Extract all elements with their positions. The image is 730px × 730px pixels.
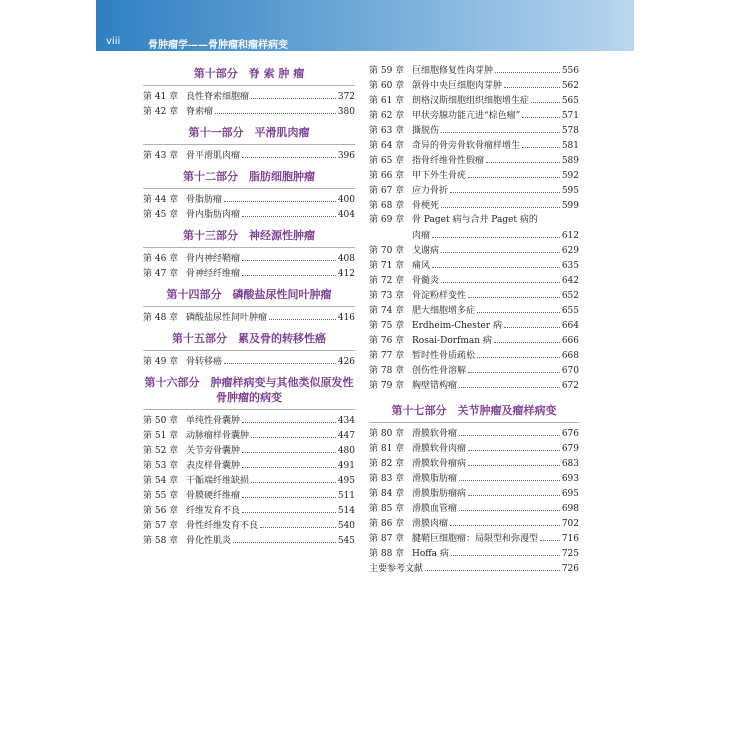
chapter-title: 颌骨中央巨细胞肉芽肿 [412,81,503,91]
chapter-title: 滑膜肉瘤 [412,519,449,529]
chapter-title: 骨髓炎 [412,276,440,286]
page-ref: 642 [561,276,579,286]
dot-leader [242,207,336,217]
chapter-title: 肥大细胞增多症 [412,306,476,316]
chapter-number: 第 44 章 [143,195,179,205]
dot-leader [441,123,560,133]
toc-entry [369,486,579,501]
page-ref: 668 [561,351,579,361]
dot-leader [242,443,336,453]
chapter-number: 第 64 章 [369,141,405,151]
chapter-title: 巨细胞修复性肉芽肿 [412,66,494,76]
chapter-title: 痛风 [412,261,431,271]
chapter-title: 暂时性骨质疏松 [412,351,476,361]
part-heading: 第十二部分 脂肪细胞肿瘤 [143,169,355,189]
chapter-title: 纤维发育不良 [186,506,241,516]
chapter-number: 第 55 章 [143,491,179,501]
chapter-number: 第 86 章 [369,519,405,529]
toc-entry [143,443,355,458]
part-heading: 第十四部分 磷酸盐尿性间叶肿瘤 [143,287,355,307]
toc-entry [369,198,579,213]
chapter-number: 第 83 章 [369,474,405,484]
dot-leader [504,318,560,328]
toc-entry [369,138,579,153]
page-ref: 693 [561,474,579,484]
chapter-title: 滑膜脂肪瘤 [412,474,458,484]
toc-entry [369,516,579,531]
chapter-title: 腱鞘巨细胞瘤：局限型和弥漫型 [412,534,539,544]
dot-leader [242,251,336,261]
page-ref: 726 [561,564,579,574]
page-ref: 480 [337,446,355,456]
page-ref: 571 [561,111,579,121]
toc-entry [143,458,355,473]
chapter-title: 指骨纤维骨性假瘤 [412,156,485,166]
toc-entry [143,310,355,325]
page-ref: 670 [561,366,579,376]
chapter-number: 第 66 章 [369,171,405,181]
toc-entry [143,89,355,104]
dot-leader [441,198,560,208]
toc-entry [369,441,579,456]
toc-entry [143,104,355,119]
references-title: 主要参考文献 [369,564,424,574]
page-ref: 412 [337,269,355,279]
dot-leader [522,108,560,118]
dot-leader [251,428,336,438]
chapter-title: 滑膜软骨瘤 [412,429,458,439]
chapter-title: 骨梗死 [412,201,440,211]
page-ref: 599 [561,201,579,211]
chapter-title: Hoffa 病 [412,549,449,559]
dot-leader [531,93,560,103]
toc-right-column [369,63,579,576]
dot-leader [494,333,560,343]
toc-entry [369,213,579,228]
chapter-title: Erdheim-Chester 病 [412,321,502,331]
page-ref: 612 [561,231,579,241]
part-heading: 第十六部分 肿瘤样病变与其他类似原发性骨肿瘤的病变 [143,375,355,410]
chapter-title: 磷酸盐尿性间叶肿瘤 [186,313,268,323]
toc-entry [143,413,355,428]
page-header [96,0,634,51]
page-ref: 595 [561,186,579,196]
page-ref: 545 [337,536,355,546]
page-ref: 698 [561,504,579,514]
dot-leader [540,531,560,541]
page-ref: 666 [561,336,579,346]
chapter-number: 第 79 章 [369,381,405,391]
chapter-title: 奇异的骨旁骨软骨瘤样增生 [412,141,521,151]
chapter-number: 第 51 章 [143,431,179,441]
toc-entry [369,243,579,258]
chapter-title: 滑膜脂肪瘤病 [412,489,467,499]
dot-leader [504,78,560,88]
toc-entry [143,533,355,548]
page-ref: 683 [561,459,579,469]
chapter-title: 甲下外生骨疣 [412,171,467,181]
toc-entry [369,228,579,243]
dot-leader [432,228,560,238]
dot-leader [432,258,560,268]
toc-entry [369,273,579,288]
dot-leader [468,288,560,298]
page-ref: 495 [337,476,355,486]
chapter-title: 骨内脂肪肉瘤 [186,210,241,220]
chapter-number: 第 74 章 [369,306,405,316]
dot-leader [459,426,560,436]
toc-left-column [143,63,355,548]
dot-leader [224,354,336,364]
dot-leader [425,561,560,571]
chapter-number: 第 45 章 [143,210,179,220]
page-ref: 416 [337,313,355,323]
page-ref: 491 [337,461,355,471]
chapter-number: 第 67 章 [369,186,405,196]
page-ref: 592 [561,171,579,181]
chapter-title: 滑膜软骨肉瘤 [412,444,467,454]
chapter-title: 滑膜血管瘤 [412,504,458,514]
dot-leader [486,153,560,163]
chapter-number: 第 77 章 [369,351,405,361]
page-ref: 655 [561,306,579,316]
dot-leader [242,503,336,513]
chapter-number: 第 56 章 [143,506,179,516]
chapter-number: 第 60 章 [369,81,405,91]
chapter-title: 脊索瘤 [186,107,214,117]
dot-leader [468,486,560,496]
chapter-title: 干骺端纤维缺损 [186,476,250,486]
page-ref: 702 [561,519,579,529]
toc-entry [369,501,579,516]
toc-entry [369,303,579,318]
dot-leader [260,518,336,528]
chapter-number: 第 50 章 [143,416,179,426]
chapter-number: 第 84 章 [369,489,405,499]
chapter-number: 第 63 章 [369,126,405,136]
toc-entry [369,288,579,303]
page-ref: 629 [561,246,579,256]
toc-entry [143,354,355,369]
dot-leader [459,378,560,388]
dot-leader [242,458,336,468]
running-title: 骨肿瘤学——骨肿瘤和瘤样病变 [148,40,288,51]
dot-leader [242,413,336,423]
chapter-number: 第 49 章 [143,357,179,367]
dot-leader [451,546,560,556]
chapter-number: 第 57 章 [143,521,179,531]
toc-entry [369,183,579,198]
toc-entry [369,363,579,378]
dot-leader [459,501,560,511]
chapter-title: 骨 Paget 病与合并 Paget 病的 [412,215,538,225]
toc-entry [143,148,355,163]
toc-entry [369,93,579,108]
chapter-title: 良性脊索细胞瘤 [186,92,250,102]
page-ref: 716 [561,534,579,544]
toc-entry [369,456,579,471]
page-ref: 676 [561,429,579,439]
chapter-title: 肉瘤 [412,231,431,241]
toc-entry [369,426,579,441]
chapter-number: 第 59 章 [369,66,405,76]
chapter-number: 第 75 章 [369,321,405,331]
page-ref: 514 [337,506,355,516]
toc-entry [143,266,355,281]
chapter-title: 单纯性骨囊肿 [186,416,241,426]
chapter-title: 胸壁错构瘤 [412,381,458,391]
page-ref: 511 [337,491,355,501]
chapter-number: 第 52 章 [143,446,179,456]
chapter-number: 第 42 章 [143,107,179,117]
page-ref: 400 [337,195,355,205]
page-ref: 672 [561,381,579,391]
dot-leader [242,148,336,158]
part-heading: 第十五部分 累及骨的转移性癌 [143,331,355,351]
chapter-title: 创伤性骨溶解 [412,366,467,376]
toc-entry [369,546,579,561]
part-heading: 第十七部分 关节肿瘤及瘤样病变 [369,403,579,423]
toc-entry [369,471,579,486]
chapter-title: 骨平滑肌肉瘤 [186,151,241,161]
chapter-number: 第 54 章 [143,476,179,486]
dot-leader [441,273,560,283]
toc-entry [143,428,355,443]
chapter-title: 骨脂肪瘤 [186,195,223,205]
toc-entry [369,63,579,78]
chapter-title: 骨化性肌炎 [186,536,232,546]
chapter-title: 甲状旁腺功能亢进“棕色瘤” [412,111,521,121]
chapter-number: 第 58 章 [143,536,179,546]
chapter-title: 朗格汉斯细胞组织细胞增生症 [412,96,530,106]
chapter-number: 第 78 章 [369,366,405,376]
toc-entry [369,348,579,363]
page-ref: 581 [561,141,579,151]
chapter-number: 第 88 章 [369,549,405,559]
chapter-number: 第 76 章 [369,336,405,346]
page-ref: 556 [561,66,579,76]
dot-leader [495,63,560,73]
chapter-number: 第 48 章 [143,313,179,323]
chapter-number: 第 69 章 [369,215,405,225]
page-ref: 380 [337,107,355,117]
chapter-number: 第 41 章 [143,92,179,102]
page-ref: 447 [337,431,355,441]
chapter-title: 骨神经纤维瘤 [186,269,241,279]
toc-entry [369,258,579,273]
chapter-number: 第 71 章 [369,261,405,271]
chapter-number: 第 53 章 [143,461,179,471]
dot-leader [468,168,560,178]
toc-entry [369,531,579,546]
dot-leader [224,192,336,202]
chapter-title: 应力骨折 [412,186,449,196]
chapter-number: 第 87 章 [369,534,405,544]
toc-entry [143,488,355,503]
toc-entry [143,473,355,488]
dot-leader [215,104,336,114]
chapter-number: 第 46 章 [143,254,179,264]
references-entry [369,561,579,576]
page-ref: 725 [561,549,579,559]
dot-leader [477,303,560,313]
chapter-number: 第 68 章 [369,201,405,211]
page-ref: 426 [337,357,355,367]
toc-entry [369,123,579,138]
page-ref: 635 [561,261,579,271]
part-heading: 第十部分 脊 索 肿 瘤 [143,66,355,86]
part-heading: 第十一部分 平滑肌肉瘤 [143,125,355,145]
dot-leader [477,348,560,358]
chapter-title: 骨转移癌 [186,357,223,367]
chapter-number: 第 70 章 [369,246,405,256]
toc-entry [143,503,355,518]
chapter-number: 第 81 章 [369,444,405,454]
chapter-title: 骨淀粉样变性 [412,291,467,301]
chapter-number: 第 73 章 [369,291,405,301]
toc-entry [369,318,579,333]
toc-entry [369,333,579,348]
chapter-number: 第 82 章 [369,459,405,469]
part-heading: 第十三部分 神经源性肿瘤 [143,228,355,248]
chapter-number: 第 80 章 [369,429,405,439]
dot-leader [468,363,560,373]
chapter-number: 第 65 章 [369,156,405,166]
dot-leader [251,89,336,99]
dot-leader [459,471,560,481]
dot-leader [468,456,560,466]
toc-entry [143,518,355,533]
page-ref: 578 [561,126,579,136]
chapter-number: 第 85 章 [369,504,405,514]
page-ref: 408 [337,254,355,264]
page-ref: 652 [561,291,579,301]
chapter-title: 表皮样骨囊肿 [186,461,241,471]
chapter-title: 骨内神经鞘瘤 [186,254,241,264]
dot-leader [441,243,560,253]
chapter-number: 第 47 章 [143,269,179,279]
toc-entry [369,168,579,183]
chapter-title: Rosai-Dorfman 病 [412,336,492,346]
toc-entry [369,378,579,393]
toc-entry [143,207,355,222]
chapter-title: 关节旁骨囊肿 [186,446,241,456]
dot-leader [468,441,560,451]
dot-leader [251,473,336,483]
page-ref: 695 [561,489,579,499]
toc-entry [143,251,355,266]
chapter-number: 第 72 章 [369,276,405,286]
dot-leader [242,266,336,276]
chapter-title: 撕脱伤 [412,126,440,136]
dot-leader [522,138,560,148]
page-ref: 372 [337,92,355,102]
page-ref: 679 [561,444,579,454]
chapter-number: 第 61 章 [369,96,405,106]
toc-entry [369,78,579,93]
toc-entry [143,192,355,207]
dot-leader [450,516,560,526]
page-ref: 565 [561,96,579,106]
chapter-number: 第 62 章 [369,111,405,121]
dot-leader [450,183,560,193]
page-ref: 396 [337,151,355,161]
toc-entry [369,153,579,168]
chapter-title: 滑膜软骨瘤病 [412,459,467,469]
dot-leader [269,310,336,320]
dot-leader [242,488,336,498]
chapter-number: 第 43 章 [143,151,179,161]
page-ref: 540 [337,521,355,531]
chapter-title: 骨性纤维发育不良 [186,521,259,531]
page-number: viii [106,36,121,47]
chapter-title: 骨膜硬纤维瘤 [186,491,241,501]
page-ref: 404 [337,210,355,220]
chapter-title: 动脉瘤样骨囊肿 [186,431,250,441]
page-ref: 589 [561,156,579,166]
page-ref: 434 [337,416,355,426]
page-ref: 562 [561,81,579,91]
chapter-title: 戈谢病 [412,246,440,256]
page-ref: 664 [561,321,579,331]
toc-entry [369,108,579,123]
dot-leader [233,533,336,543]
